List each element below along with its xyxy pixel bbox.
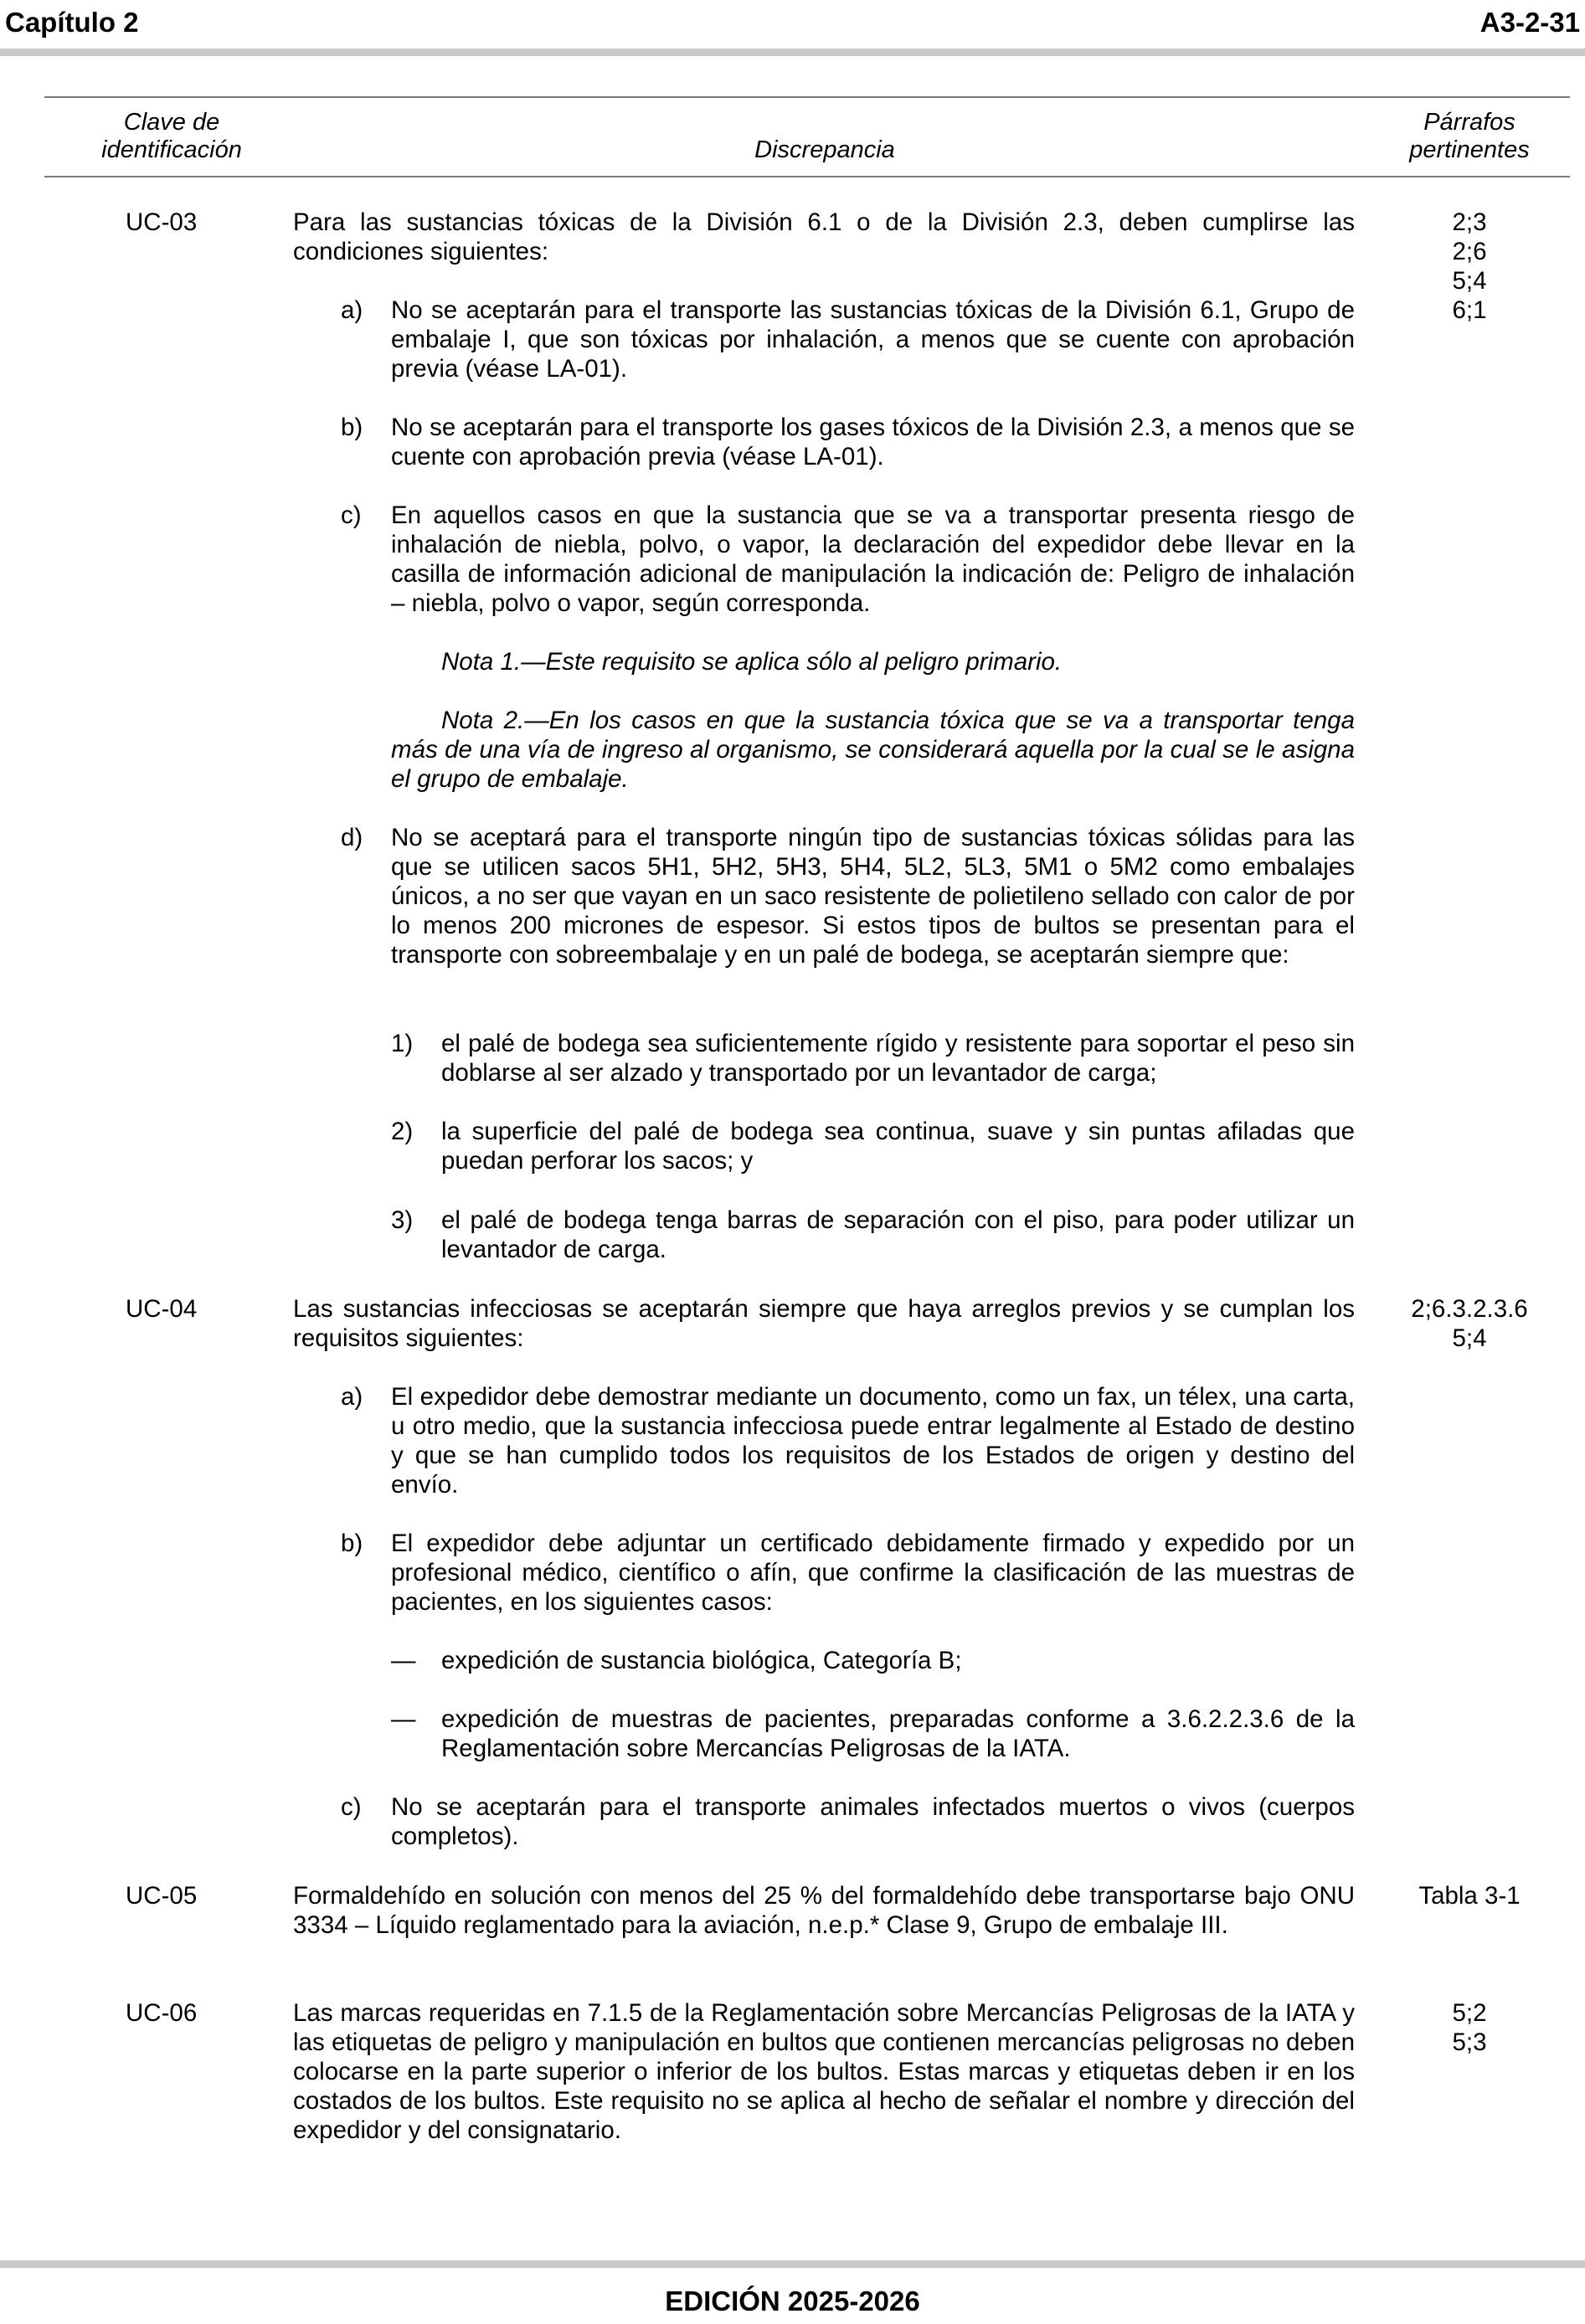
- row-key-uc05: UC-05: [126, 1882, 198, 1910]
- row-key-uc04: UC-04: [126, 1295, 198, 1323]
- uc03-d1-label: 1): [391, 1030, 414, 1057]
- uc03-item-d: No se aceptará para el transporte ningún tipo de sustancias tóxicas sólidas para las que se utilicen sacos 5H1, 5H2, 5H3, 5H4, 5L2, 5L3, 5M1 o 5M2 como embalajes únicos, a no ser que vayan en un saco resistente de polietileno sellado con calor de por lo menos 200 micrones de espesor. Si estos tipos de bultos se presentan para el transporte con sobreembalaje y en un palé de bodega, se aceptarán siempre que:: [391, 824, 1355, 969]
- uc03-d3-label: 3): [391, 1206, 414, 1234]
- footer-rule: [0, 2260, 1585, 2268]
- row-key-uc06: UC-06: [126, 1999, 198, 2027]
- uc04-references: 2;6.3.2.3.6 5;4: [1411, 1295, 1528, 1352]
- uc04-item-b: El expedidor debe adjuntar un certificado debidamente firmado y expedido por un profesional médico, científico o afín, que confirme la clasificación de las muestras de pacientes, en los siguientes casos:: [391, 1530, 1355, 1616]
- uc04-a-label: a): [341, 1383, 363, 1411]
- table-header-rule: [44, 176, 1570, 177]
- row-key-uc03: UC-03: [126, 208, 198, 236]
- header-rule: [0, 49, 1585, 56]
- uc03-note-2: Nota 2.—En los casos en que la sustancia tóxica que se va a transportar tenga más de una vía de ingreso al organismo, se considerará aquella por la cual se le asigna el grupo de embalaje.: [391, 707, 1355, 793]
- uc05-references: Tabla 3-1: [1418, 1882, 1521, 1910]
- uc03-b-label: b): [341, 414, 363, 441]
- uc03-item-d2: la superficie del palé de bodega sea continua, suave y sin puntas afiladas que puedan perforar los sacos; y: [441, 1118, 1355, 1175]
- column-header-key: Clave de identificación: [101, 109, 242, 163]
- uc06-text: Las marcas requeridas en 7.1.5 de la Reglamentación sobre Mercancías Peligrosas de la IATA y las etiquetas de peligro y manipulación en bultos que contienen mercancías peligrosas no deben colocarse en la parte superior o inferior de los bultos. Estas marcas y etiquetas deben ir en los costados de los bultos. Este requisito no se aplica al hecho de señalar el nombre y dirección del expedidor y del consignatario.: [293, 1999, 1355, 2144]
- uc04-b2-dash: —: [391, 1705, 416, 1733]
- uc04-item-b1: expedición de sustancia biológica, Categoría B;: [441, 1647, 962, 1674]
- uc05-text: Formaldehído en solución con menos del 25 % del formaldehído debe transportarse bajo ONU 3334 – Líquido reglamentado para la aviación, n.e.p.* Clase 9, Grupo de embalaje III.: [293, 1882, 1355, 1939]
- uc03-item-d3: el palé de bodega tenga barras de separación con el piso, para poder utilizar un levantador de carga.: [441, 1206, 1355, 1263]
- uc03-item-b: No se aceptarán para el transporte los gases tóxicos de la División 2.3, a menos que se cuente con aprobación previa (véase LA-01).: [391, 414, 1355, 470]
- uc06-references: 5;2 5;3: [1452, 1999, 1487, 2056]
- uc04-item-a: El expedidor debe demostrar mediante un documento, como un fax, un télex, una carta, u otro medio, que la sustancia infecciosa puede entrar legalmente al Estado de destino y que se han cumplido todos los requisitos de los Estados de origen y destino del envío.: [391, 1383, 1355, 1499]
- column-header-discrepancy: Discrepancia: [754, 136, 895, 163]
- uc04-c-label: c): [341, 1793, 362, 1821]
- uc03-a-label: a): [341, 296, 363, 324]
- page-number: A3-2-31: [1480, 7, 1580, 38]
- uc03-item-c: En aquellos casos en que la sustancia que se va a transportar presenta riesgo de inhalación de niebla, polvo, o vapor, la declaración del expedidor debe llevar en la casilla de información adicional de manipulación la indicación de: Peligro de inhalación – niebla, polvo o vapor, según corresponda.: [391, 501, 1355, 617]
- column-header-references: Párrafos pertinentes: [1409, 109, 1530, 163]
- uc03-d2-label: 2): [391, 1118, 414, 1145]
- uc04-item-b2: expedición de muestras de pacientes, preparadas conforme a 3.6.2.2.3.6 de la Reglamentación sobre Mercancías Peligrosas de la IATA.: [441, 1705, 1355, 1762]
- uc03-c-label: c): [341, 501, 362, 529]
- uc03-intro: Para las sustancias tóxicas de la División 6.1 o de la División 2.3, deben cumplirse las condiciones siguientes:: [293, 208, 1355, 265]
- table-top-rule: [44, 96, 1570, 98]
- uc03-item-d1: el palé de bodega sea suficientemente rígido y resistente para soportar el peso sin doblarse al ser alzado y transportado por un levantador de carga;: [441, 1030, 1355, 1087]
- uc04-item-c: No se aceptarán para el transporte animales infectados muertos o vivos (cuerpos completos).: [391, 1793, 1355, 1850]
- uc03-note-1: Nota 1.—Este requisito se aplica sólo al peligro primario.: [441, 648, 1063, 676]
- uc03-references: 2;3 2;6 5;4 6;1: [1452, 208, 1487, 324]
- uc04-intro: Las sustancias infecciosas se aceptarán siempre que haya arreglos previos y se cumplan los requisitos siguientes:: [293, 1295, 1355, 1352]
- uc03-item-a: No se aceptarán para el transporte las sustancias tóxicas de la División 6.1, Grupo de embalaje I, que son tóxicas por inhalación, a menos que se cuente con aprobación previa (véase LA-01).: [391, 296, 1355, 383]
- page-header: [5, 7, 1580, 40]
- edition-footer: EDICIÓN 2025-2026: [665, 2285, 920, 2316]
- chapter-title: Capítulo 2: [5, 7, 139, 38]
- uc04-b1-dash: —: [391, 1647, 416, 1674]
- uc03-d-label: d): [341, 824, 363, 851]
- uc04-b-label: b): [341, 1530, 363, 1557]
